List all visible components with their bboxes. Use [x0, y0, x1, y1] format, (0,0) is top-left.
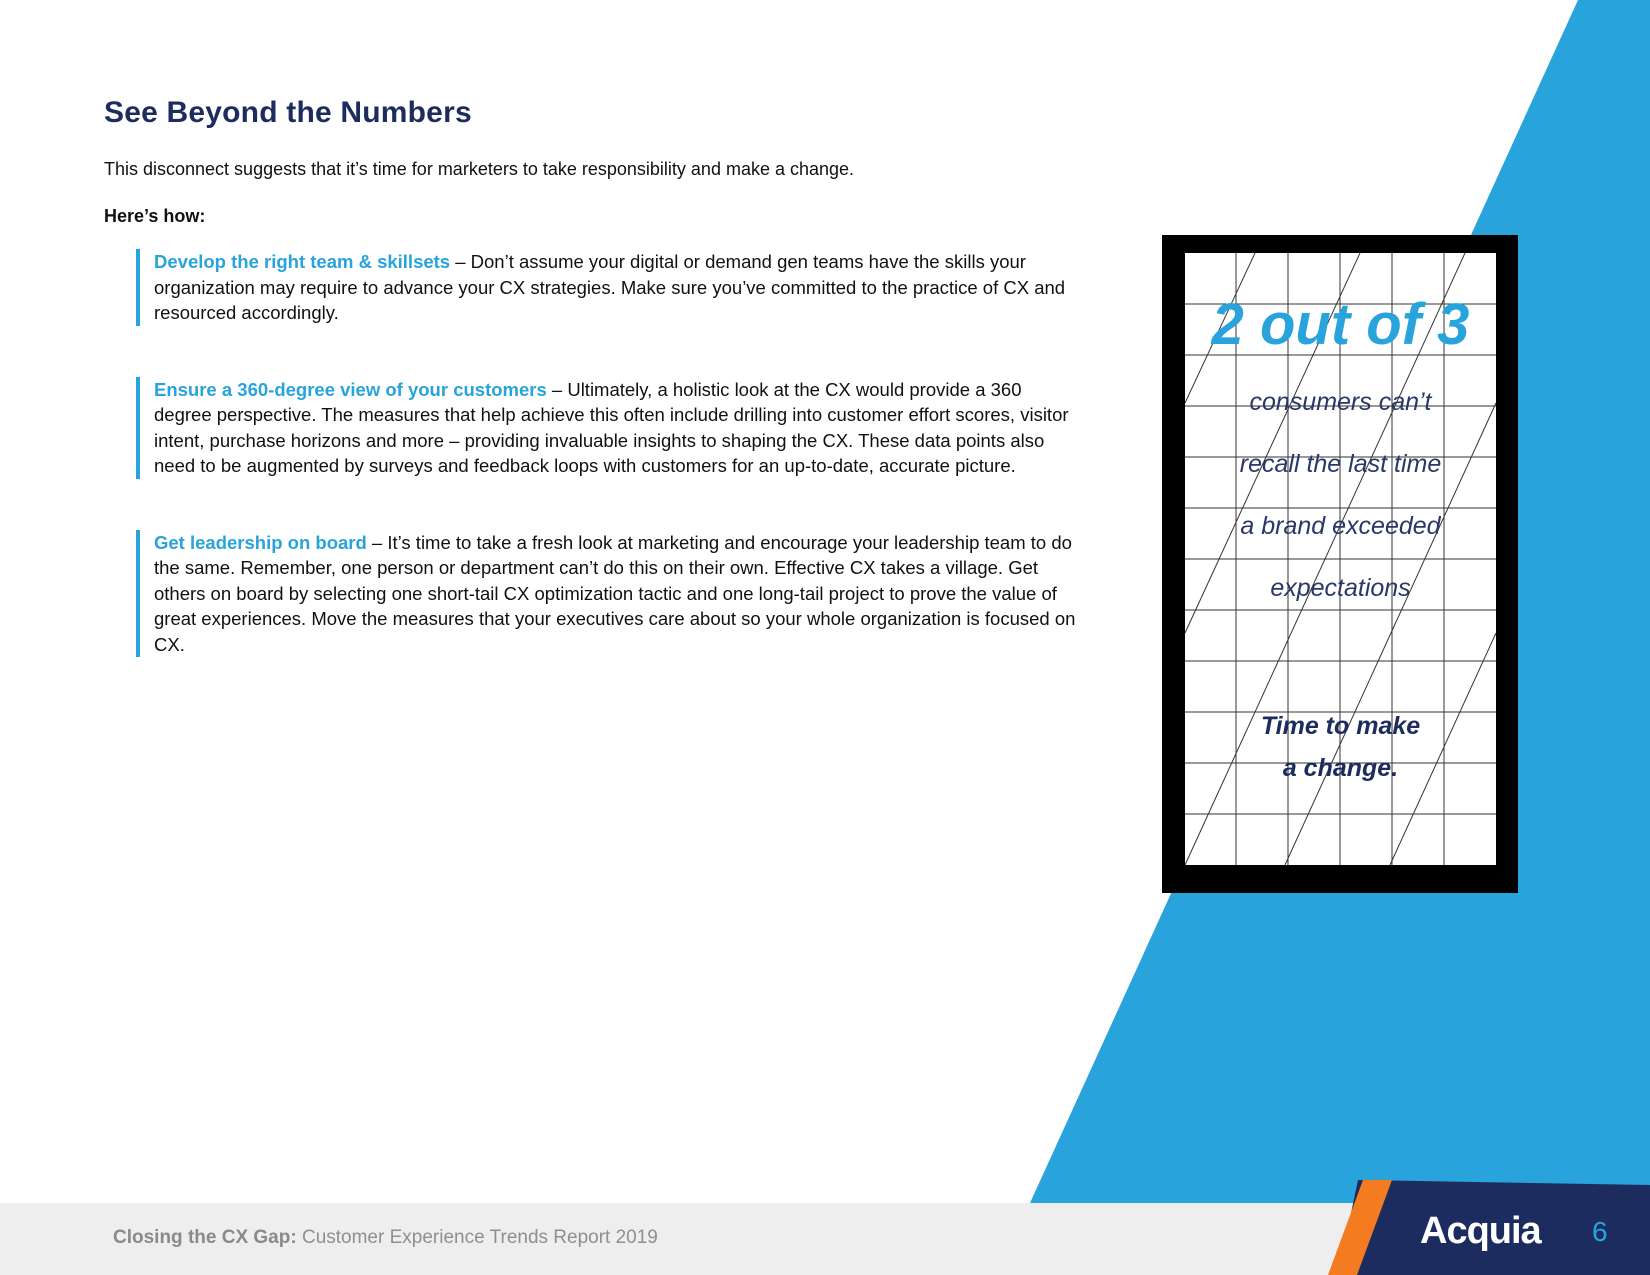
tip-body: – Ultimately, a holistic look at the CX would provide a 360 degree perspective. The measures that help achieve this often include drilling into customer effort scores, visitor intent, purchase horizons and more – providing invaluable insights to shaping the CX. These data points also need to be augmented by surveys and feedback loops with customers for an up-to-date, accurate picture.: [154, 378, 1069, 476]
tip-body: – It’s time to take a fresh look at marketing and encourage your leadership team to do the same. Remember, one person or department can’t do this on their own. Effective CX takes a village. Get others on board by selecting one short-tail CX optimization tactic and one long-tail project to prove the value of great experiences. Move the measures that your executives care about so your whole organization is focused on CX.: [154, 531, 1076, 655]
cta-line: Time to make: [1260, 712, 1421, 740]
stat-line: consumers can’t: [1249, 388, 1432, 416]
acquia-logo: Acquia: [1420, 1210, 1541, 1252]
tip-body: – Don’t assume your digital or demand gen teams have the skills your organization may require to advance your CX strategies. Make sure you’ve committed to the practice of CX and resourced accordingly.: [154, 251, 1066, 323]
stat-line: expectations: [1270, 574, 1411, 602]
page-number: 6: [1592, 1216, 1608, 1247]
tip-title: Get leadership on board: [154, 531, 367, 553]
cta-line: a change.: [1282, 754, 1399, 782]
stat-line: recall the last time: [1239, 450, 1442, 478]
page-title: See Beyond the Numbers: [104, 96, 472, 129]
tip-title: Develop the right team & skillsets: [154, 251, 451, 272]
stat-headline: 2 out of 3: [1211, 292, 1470, 357]
howto-label: Here’s how:: [104, 206, 206, 226]
footer-title-bold: Closing the CX Gap:: [113, 1227, 297, 1248]
tip-title: Ensure a 360-degree view of your customers: [154, 378, 547, 400]
intro-paragraph: This disconnect suggests that it’s time for marketers to take responsibility and make a change.: [104, 159, 855, 179]
stat-line: a brand exceeded: [1240, 512, 1441, 540]
footer-title-rest: Customer Experience Trends Report 2019: [296, 1227, 658, 1248]
